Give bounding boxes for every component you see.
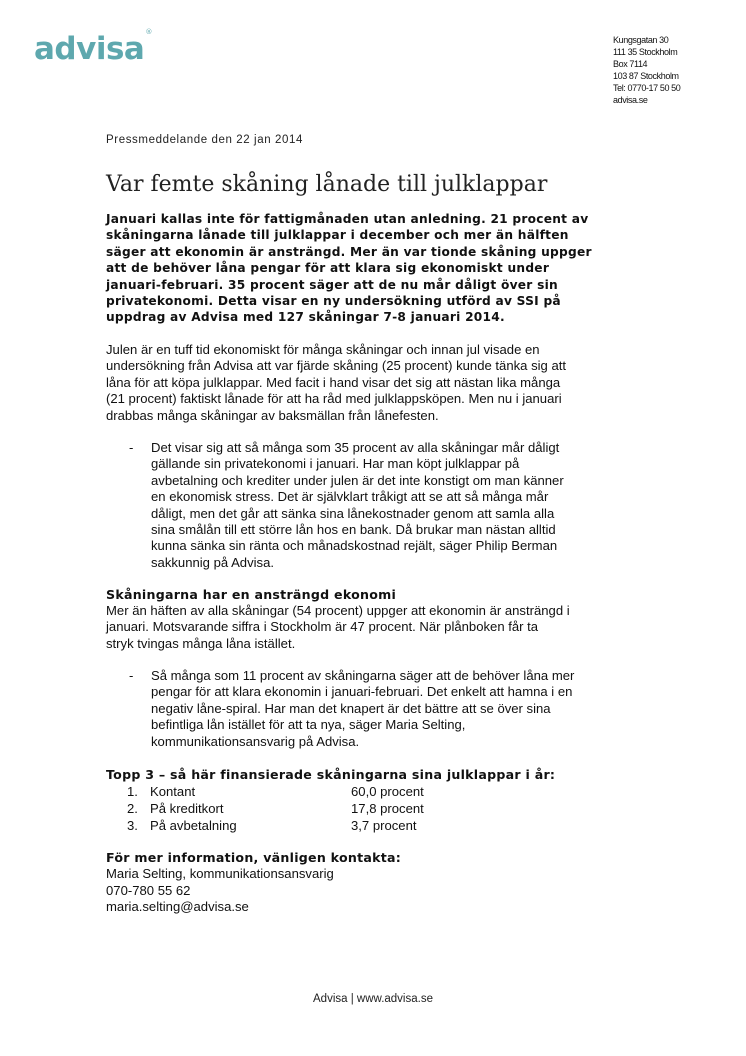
quote-line: Det visar sig att så många som 35 procent av alla skåningar mår dåligt [151,440,560,455]
address-street: Kungsgatan 30 [613,35,669,45]
body-line: Julen är en tuff tid ekonomiskt för många skåningar och innan jul visade en [106,342,540,357]
body-line: drabbas många skåningar av baksmällan från lånefesten. [106,407,439,423]
body-line: (21 procent) faktiskt lånade för att ha råd med julklappsköpen. Men nu i januari [106,391,562,407]
address-phone: Tel: 0770-17 50 50 [613,83,681,94]
lead-line: Januari kallas inte för fattigmånaden utan anledning. 21 procent av [106,212,589,226]
quote-line: pengar för att klara ekonomin i januari-februari. Det enkelt att hamna i en [151,684,573,700]
contact-name: Maria Selting, kommunikationsansvarig [106,866,334,881]
contact-phone: 070-780 55 62 [106,882,191,898]
press-release-date: Pressmeddelande den 22 jan 2014 [106,134,303,146]
body-line: stryk tvingas många låna istället. [106,635,296,651]
quote-dash: - [129,440,134,455]
address-box: Box 7114 [613,59,648,70]
quote-line: gällande sin privatekonomi i januari. Har man köpt julklappar på [151,456,520,472]
list-label: På avbetalning [150,817,237,833]
lead-line: uppdrag av Advisa med 127 skåningar 7-8 januari 2014. [106,310,505,325]
list-number: 3. [127,817,138,833]
contact-heading: För mer information, vänligen kontakta: [106,850,402,865]
quote-line: dåligt, men det går att sänka sina lånekostnader genom att samla alla [151,505,555,521]
list-number: 2. [127,800,138,816]
quote-line: en ekonomisk stress. Det är självklart tråkigt att se att så många mår [151,489,549,505]
list-number: 1. [127,784,138,799]
headline: Var femte skåning lånade till julklappar [106,172,548,197]
quote-block-2 [129,668,574,750]
lead-line: säger att ekonomin är ansträngd. Mer än var tionde skåning uppger [106,244,592,259]
list-value: 17,8 procent [351,800,424,816]
body-paragraph-1 [106,342,566,424]
body-line: Mer än häften av alla skåningar (54 procent) uppger att ekonomin är ansträngd i [106,603,570,618]
top3-heading: Topp 3 – så här finansierade skåningarna sina julklappar i år: [106,767,556,782]
registered-mark: ® [145,27,152,36]
quote-line: Så många som 11 procent av skåningarna säger att de behöver låna mer [151,668,575,683]
contact-block [106,866,334,916]
body-line: undersökning från Advisa att var fjärde skåning (25 procent) kunde tänka sig att [106,358,567,374]
address-website[interactable]: advisa.se [613,95,648,106]
advisa-logo [34,27,152,67]
quote-line: avbetalning och krediter under julen är det inte konstigt om man känner [151,472,564,488]
logo-text: advisa [34,31,145,67]
list-label: På kreditkort [150,800,224,816]
lead-paragraph [106,211,646,326]
body-line: januari. Motsvarande siffra i Stockholm är 47 procent. När plånboken får ta [106,619,539,635]
body-line: låna för att köpa julklappar. Med facit i hand visar det sig att nästan lika många [106,374,561,390]
address-postal-city: 111 35 Stockholm [613,47,678,58]
quote-dash: - [129,668,134,683]
list-label: Kontant [150,784,196,799]
page-footer: Advisa | www.advisa.se [313,993,433,1005]
lead-line: januari-februari. 35 procent säger att de nu mår dåligt över sin [106,277,558,292]
company-address [613,34,680,107]
list-value: 60,0 procent [351,784,424,799]
quote-line: sina smålån till ett större lån hos en bank. Då brukar man nästan alltid [151,522,556,538]
contact-email[interactable]: maria.selting@advisa.se [106,899,249,915]
section-heading-economy: Skåningarna har en ansträngd ekonomi [106,587,397,602]
lead-line: skåningarna lånade till julklappar i december och mer än hälften [106,228,569,243]
quote-block-1 [129,440,564,571]
quote-line: kunna sänka sin ränta och månadskostnad rejält, säger Philip Berman [151,538,558,554]
lead-line: privatekonomi. Detta visar en ny undersökning utförd av SSI på [106,294,561,309]
quote-line: befintliga lån istället för att ta nya, säger Maria Selting, [151,717,466,733]
list-value: 3,7 procent [351,817,417,833]
body-paragraph-2 [106,603,570,652]
quote-line: sakkunnig på Advisa. [151,554,275,570]
quote-line: negativ låne-spiral. Har man det knapert är det bättre att se över sina [151,700,551,716]
lead-line: att de behöver låna pengar för att klara sig ekonomiskt under [106,261,550,276]
quote-line: kommunikationsansvarig på Advisa. [151,733,360,749]
address-box-postal-city: 103 87 Stockholm [613,71,679,82]
